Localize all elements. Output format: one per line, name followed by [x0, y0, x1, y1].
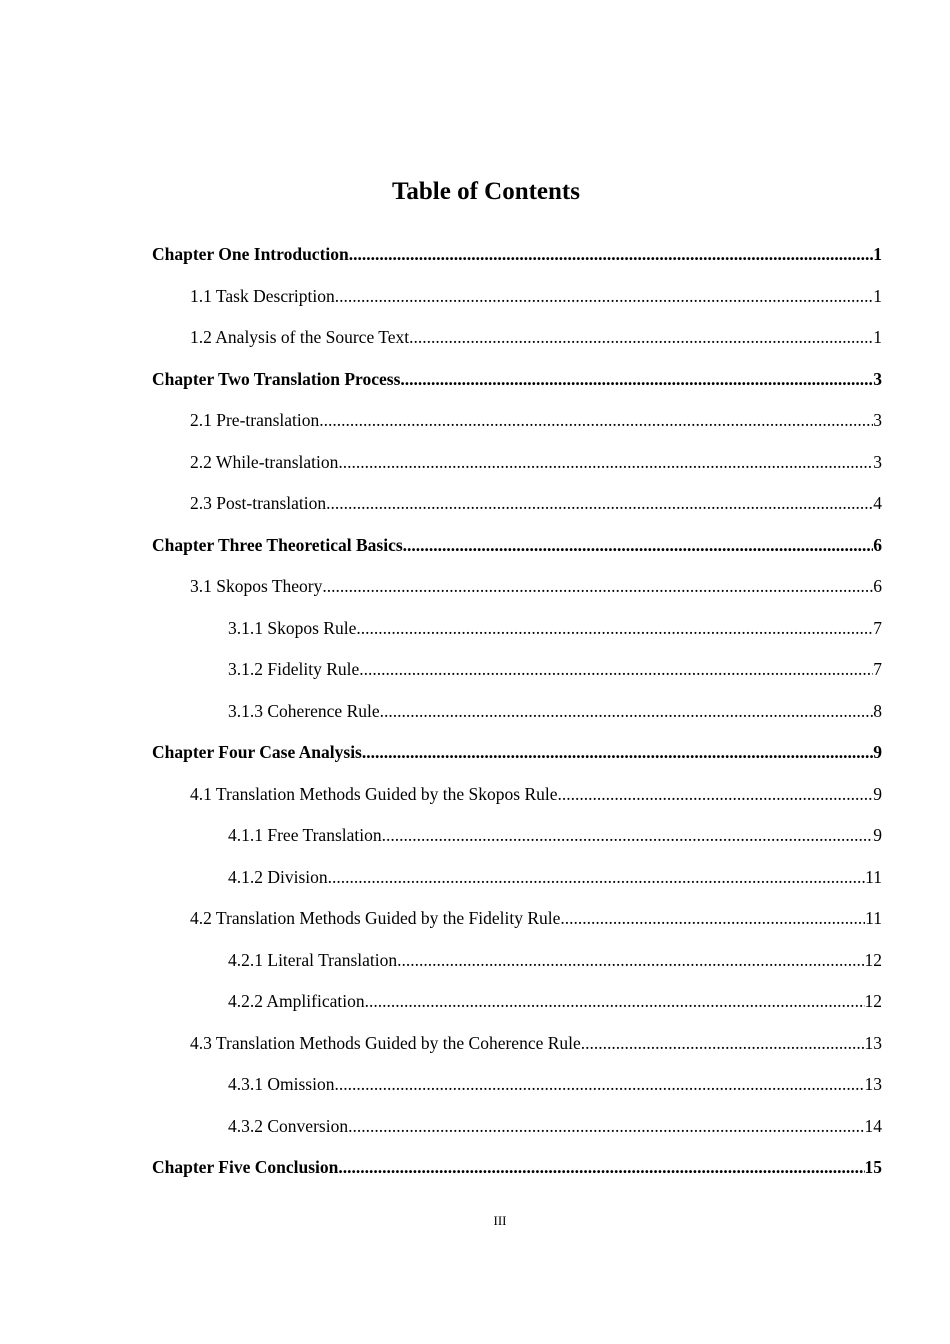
toc-dot-leader [560, 908, 865, 929]
toc-entry-page: 12 [864, 991, 882, 1011]
toc-entry-page: 3 [873, 410, 882, 430]
toc-entry-label: 4.2.1 Literal Translation [228, 949, 398, 970]
toc-entry-label: 4.1.2 Division [228, 866, 328, 887]
toc-entry-label: 1.1 Task Description [190, 285, 335, 306]
toc-entry-page: 13 [864, 1032, 882, 1053]
page-title: Table of Contents [392, 178, 580, 205]
toc-entry-label: Chapter Five Conclusion [152, 1157, 339, 1177]
toc-dot-leader [348, 1116, 864, 1137]
toc-entry[interactable] [152, 867, 882, 909]
toc-entry-label: 4.3 Translation Methods Guided by the Coherence Rule [190, 1032, 581, 1053]
toc-dot-leader [338, 1157, 864, 1178]
toc-entry-page: 1 [873, 285, 882, 306]
toc-list [152, 244, 882, 1199]
toc-dot-leader [365, 991, 865, 1012]
toc-dot-leader [380, 701, 874, 722]
toc-entry-label: 4.3.2 Conversion [228, 1115, 349, 1136]
toc-entry[interactable] [152, 493, 882, 535]
toc-dot-leader [382, 825, 874, 846]
toc-entry[interactable] [152, 410, 882, 452]
toc-entry-page: 6 [873, 576, 882, 596]
toc-entry-page: 6 [873, 534, 882, 555]
toc-entry-label: 4.1.1 Free Translation [228, 825, 382, 845]
toc-entry-page: 1 [873, 327, 882, 347]
toc-entry-label: 4.2.2 Amplification [228, 991, 365, 1011]
toc-dot-leader [328, 867, 865, 888]
toc-entry[interactable] [152, 950, 882, 992]
toc-dot-leader [397, 950, 864, 971]
toc-entry-page: 9 [873, 825, 882, 845]
page-number: III [493, 1213, 507, 1228]
toc-entry[interactable] [152, 659, 882, 701]
toc-dot-leader [338, 452, 873, 473]
toc-entry[interactable] [152, 1074, 882, 1116]
toc-entry[interactable] [152, 784, 882, 826]
toc-entry-label: Chapter Three Theoretical Basics [152, 534, 403, 555]
toc-entry-page: 13 [864, 1074, 882, 1094]
toc-dot-leader [319, 410, 873, 431]
toc-entry[interactable] [152, 369, 882, 411]
toc-entry-label: 3.1.3 Coherence Rule [228, 700, 380, 721]
toc-entry-label: 2.1 Pre-translation [190, 410, 320, 430]
toc-entry[interactable] [152, 1116, 882, 1158]
toc-entry-label: Chapter Four Case Analysis [152, 742, 362, 762]
toc-entry-label: 2.2 While-translation [190, 451, 339, 472]
toc-dot-leader [335, 286, 873, 307]
toc-entry-page: 1 [873, 244, 882, 264]
toc-dot-leader [326, 493, 873, 514]
toc-entry-page: 8 [873, 700, 882, 721]
toc-entry[interactable] [152, 244, 882, 286]
toc-dot-leader [334, 1074, 864, 1095]
toc-entry-label: 3.1.2 Fidelity Rule [228, 659, 360, 679]
toc-dot-leader [356, 618, 873, 639]
toc-entry[interactable] [152, 701, 882, 743]
toc-dot-leader [359, 659, 873, 680]
toc-entry-label: Chapter Two Translation Process [152, 368, 401, 389]
toc-dot-leader [400, 369, 873, 390]
toc-entry[interactable] [152, 327, 882, 369]
toc-dot-leader [558, 784, 874, 805]
toc-entry-label: 2.3 Post-translation [190, 493, 327, 513]
toc-entry[interactable] [152, 1157, 882, 1199]
toc-entry-page: 12 [864, 949, 882, 970]
toc-dot-leader [403, 535, 874, 556]
toc-dot-leader [409, 327, 873, 348]
toc-entry-page: 9 [873, 783, 882, 804]
toc-entry-page: 14 [864, 1115, 882, 1136]
toc-dot-leader [322, 576, 873, 597]
toc-entry[interactable] [152, 1033, 882, 1075]
toc-entry-page: 7 [873, 617, 882, 638]
toc-entry-label: 4.2 Translation Methods Guided by the Fidelity Rule [190, 908, 561, 928]
toc-entry-label: Chapter One Introduction [152, 244, 349, 264]
toc-entry[interactable] [152, 576, 882, 618]
toc-entry-label: 4.3.1 Omission [228, 1074, 335, 1094]
toc-entry-page: 11 [865, 866, 882, 887]
toc-entry[interactable] [152, 908, 882, 950]
toc-entry-label: 4.1 Translation Methods Guided by the Skopos Rule [190, 783, 558, 804]
toc-dot-leader [362, 742, 873, 763]
toc-entry[interactable] [152, 825, 882, 867]
toc-entry[interactable] [152, 742, 882, 784]
toc-entry[interactable] [152, 286, 882, 328]
toc-entry-page: 3 [873, 451, 882, 472]
toc-entry-page: 9 [873, 742, 882, 762]
toc-entry-page: 7 [873, 659, 882, 679]
toc-entry[interactable] [152, 618, 882, 660]
toc-entry-page: 15 [864, 1157, 882, 1177]
toc-entry-label: 1.2 Analysis of the Source Text [190, 327, 410, 347]
toc-dot-leader [581, 1033, 865, 1054]
toc-dot-leader [349, 244, 874, 265]
toc-entry[interactable] [152, 452, 882, 494]
toc-entry-page: 11 [865, 908, 882, 928]
toc-entry[interactable] [152, 991, 882, 1033]
toc-entry-page: 3 [873, 368, 882, 389]
toc-entry[interactable] [152, 535, 882, 577]
toc-entry-label: 3.1.1 Skopos Rule [228, 617, 357, 638]
toc-entry-label: 3.1 Skopos Theory [190, 576, 323, 596]
toc-entry-page: 4 [873, 493, 882, 513]
